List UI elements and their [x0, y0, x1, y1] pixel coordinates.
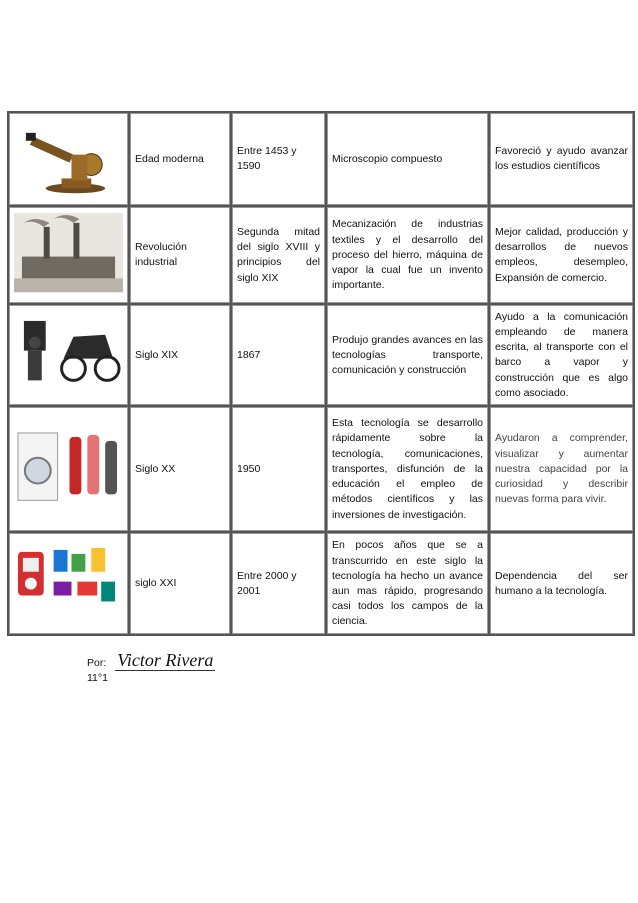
- author-line: [87, 650, 215, 671]
- era-cell: Siglo XIX: [129, 304, 231, 406]
- image-cell: [8, 304, 129, 406]
- image-cell: [8, 112, 129, 206]
- modern-gadgets-image: [14, 542, 123, 621]
- era-cell: Siglo XX: [129, 406, 231, 532]
- table-row: [8, 532, 634, 635]
- invention-cell: Produjo grandes avances en las tecnologías transporte, comunicación y construcción: [326, 304, 489, 406]
- impact-cell: Favoreció y ayudo avanzar los estudios científicos: [489, 112, 634, 206]
- era-cell: siglo XXI: [129, 532, 231, 635]
- invention-cell: Microscopio compuesto: [326, 112, 489, 206]
- history-table: [7, 111, 635, 636]
- date-cell: 1867: [231, 304, 326, 406]
- telephone-car-image: [14, 313, 123, 392]
- impact-cell: Ayudaron a comprender, visualizar y aumentar nuestra capacidad por la curiosidad y describir nuevas forma para vivir.: [489, 406, 634, 532]
- date-cell: Entre 2000 y 2001: [231, 532, 326, 635]
- grade-label: 11°1: [87, 672, 108, 684]
- impact-cell: Mejor calidad, producción y desarrollos de nuevos empleos, desempleo, Expansión de comercio.: [489, 206, 634, 304]
- image-cell: [8, 206, 129, 304]
- image-cell: [8, 406, 129, 532]
- invention-cell: Esta tecnología se desarrollo rápidamente sobre la tecnología, comunicaciones, transportes, disfunción de la educación el empleo de métodos científicos y las inversiones de investigación.: [326, 406, 489, 532]
- date-cell: Segunda mitad del siglo XVIII y principios del siglo XIX: [231, 206, 326, 304]
- invention-cell: En pocos años que se a transcurrido en este siglo la tecnología ha hecho un avance aun mas rápido, progresando casi todos los campos de la ciencia.: [326, 532, 489, 635]
- table-row: [8, 304, 634, 406]
- era-cell: Revolución industrial: [129, 206, 231, 304]
- impact-cell: Ayudo a la comunicación empleando de manera escrita, al transporte con el barco a vapor y construcción que es algo como asociado.: [489, 304, 634, 406]
- author-signature: Victor Rivera: [117, 650, 214, 670]
- industrial-revolution-image: [14, 213, 123, 292]
- author-label: Por:: [87, 657, 107, 669]
- microscope-image: [14, 117, 123, 196]
- table-row: [8, 112, 634, 206]
- image-cell: [8, 532, 129, 635]
- table-row: [8, 206, 634, 304]
- invention-cell: Mecanización de industrias textiles y el desarrollo del proceso del hierro, máquina de vapor la cual fue un invento importante.: [326, 206, 489, 304]
- washing-machine-phones-image: [14, 427, 123, 506]
- table-row: [8, 406, 634, 532]
- era-cell: Edad moderna: [129, 112, 231, 206]
- date-cell: Entre 1453 y 1590: [231, 112, 326, 206]
- impact-cell: Dependencia del ser humano a la tecnología.: [489, 532, 634, 635]
- date-cell: 1950: [231, 406, 326, 532]
